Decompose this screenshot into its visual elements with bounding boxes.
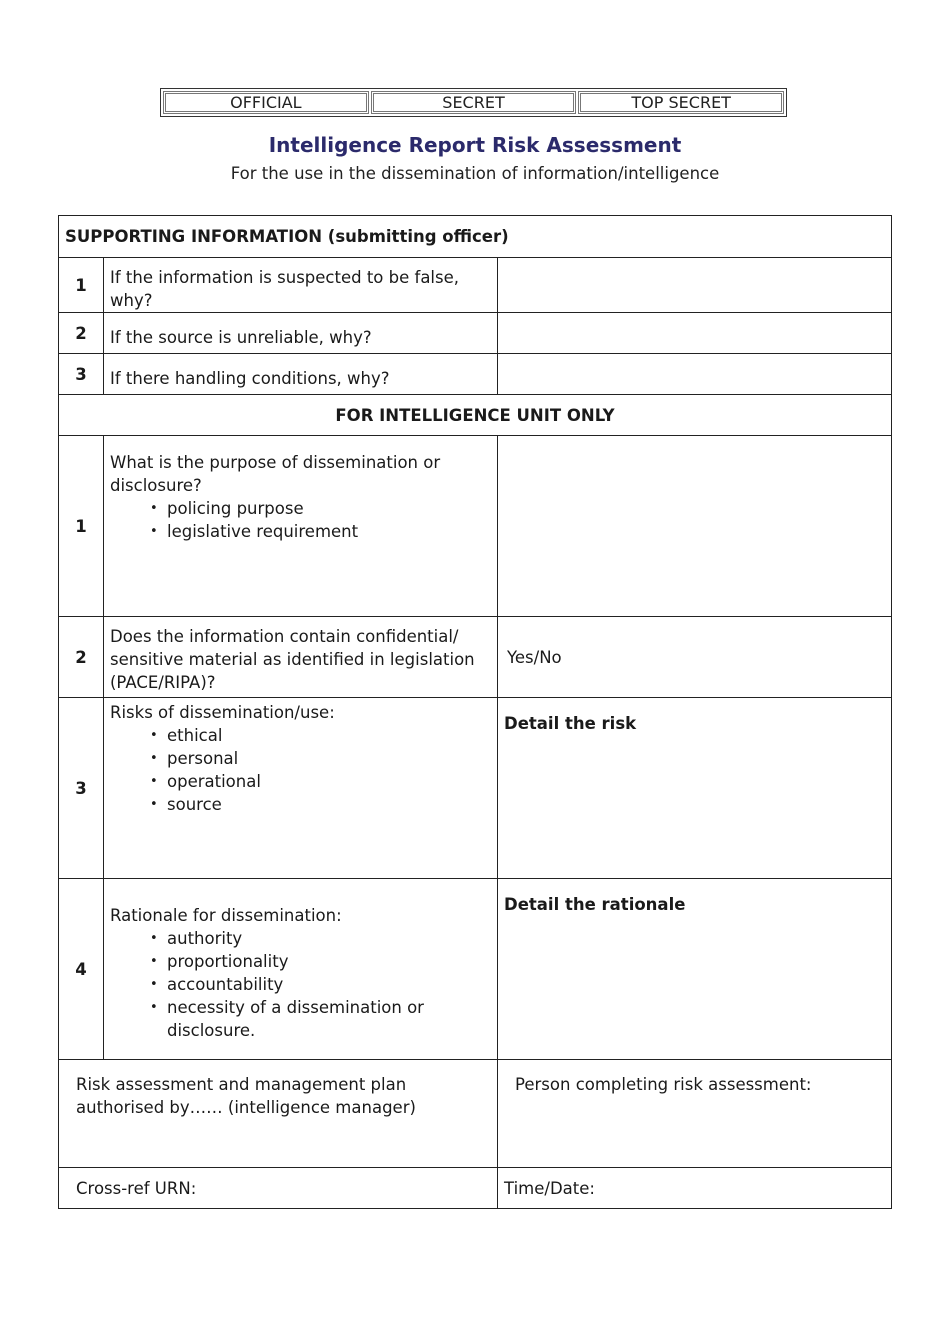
time-date-field[interactable]: Time/Date: bbox=[498, 1168, 892, 1209]
question-text: Does the information contain confidential/ sensitive material as identified in legislation (PACE/RIPA)? bbox=[104, 617, 498, 698]
intel-heading: FOR INTELLIGENCE UNIT ONLY bbox=[59, 395, 892, 436]
cross-ref-urn-field[interactable]: Cross-ref URN: bbox=[59, 1168, 498, 1209]
page-subtitle: For the use in the dissemination of information/intelligence bbox=[230, 164, 720, 183]
classification-selector bbox=[160, 88, 787, 117]
risk-assessment-form bbox=[58, 215, 892, 1209]
question-text: If the source is unreliable, why? bbox=[104, 313, 498, 354]
list-item: • operational bbox=[167, 770, 491, 793]
list-item: • personal bbox=[167, 747, 491, 770]
bullet-list bbox=[110, 497, 491, 543]
table-row bbox=[59, 617, 892, 698]
answer-field-suspected-false[interactable] bbox=[498, 258, 892, 313]
supporting-heading-row bbox=[59, 216, 892, 258]
question-text: Risks of dissemination/use: bbox=[110, 703, 335, 722]
row-number: 4 bbox=[59, 879, 104, 1060]
list-item: • proportionality bbox=[167, 950, 491, 973]
list-item: • accountability bbox=[167, 973, 491, 996]
question-cell bbox=[104, 698, 498, 879]
answer-field-risk-detail[interactable]: Detail the risk bbox=[498, 698, 892, 879]
list-item: • source bbox=[167, 793, 491, 816]
page-title: Intelligence Report Risk Assessment bbox=[268, 133, 682, 157]
answer-field-rationale-detail[interactable]: Detail the rationale bbox=[498, 879, 892, 1060]
classification-official[interactable]: OFFICIAL bbox=[163, 91, 369, 114]
list-item: • legislative requirement bbox=[167, 520, 491, 543]
answer-field-source-unreliable[interactable] bbox=[498, 313, 892, 354]
row-number: 3 bbox=[59, 698, 104, 879]
supporting-heading: SUPPORTING INFORMATION (submitting officer) bbox=[59, 216, 892, 258]
question-text: If the information is suspected to be false, why? bbox=[104, 258, 498, 313]
reference-row bbox=[59, 1168, 892, 1209]
row-number: 2 bbox=[59, 617, 104, 698]
authorised-by-field[interactable]: Risk assessment and management plan authorised by…… (intelligence manager) bbox=[59, 1060, 498, 1168]
classification-secret[interactable]: SECRET bbox=[371, 91, 577, 114]
table-row bbox=[59, 698, 892, 879]
answer-field-yes-no[interactable]: Yes/No bbox=[498, 617, 892, 698]
table-row bbox=[59, 436, 892, 617]
question-text: If there handling conditions, why? bbox=[104, 354, 498, 395]
row-number: 1 bbox=[59, 258, 104, 313]
answer-field-handling-conditions[interactable] bbox=[498, 354, 892, 395]
list-item: • policing purpose bbox=[167, 497, 491, 520]
question-cell bbox=[104, 436, 498, 617]
table-row bbox=[59, 879, 892, 1060]
bullet-list bbox=[110, 724, 491, 816]
list-item: • necessity of a dissemination or disclosure. bbox=[167, 996, 491, 1042]
authorisation-row bbox=[59, 1060, 892, 1168]
question-cell bbox=[104, 879, 498, 1060]
question-text: Rationale for dissemination: bbox=[110, 906, 342, 925]
intel-heading-row bbox=[59, 395, 892, 436]
person-completing-field[interactable]: Person completing risk assessment: bbox=[498, 1060, 892, 1168]
table-row bbox=[59, 354, 892, 395]
row-number: 1 bbox=[59, 436, 104, 617]
row-number: 2 bbox=[59, 313, 104, 354]
answer-field-purpose[interactable] bbox=[498, 436, 892, 617]
list-item: • authority bbox=[167, 927, 491, 950]
table-row bbox=[59, 258, 892, 313]
classification-top-secret[interactable]: TOP SECRET bbox=[578, 91, 784, 114]
question-text: What is the purpose of dissemination or disclosure? bbox=[110, 453, 441, 495]
table-row bbox=[59, 313, 892, 354]
list-item: • ethical bbox=[167, 724, 491, 747]
bullet-list bbox=[110, 927, 491, 1042]
row-number: 3 bbox=[59, 354, 104, 395]
